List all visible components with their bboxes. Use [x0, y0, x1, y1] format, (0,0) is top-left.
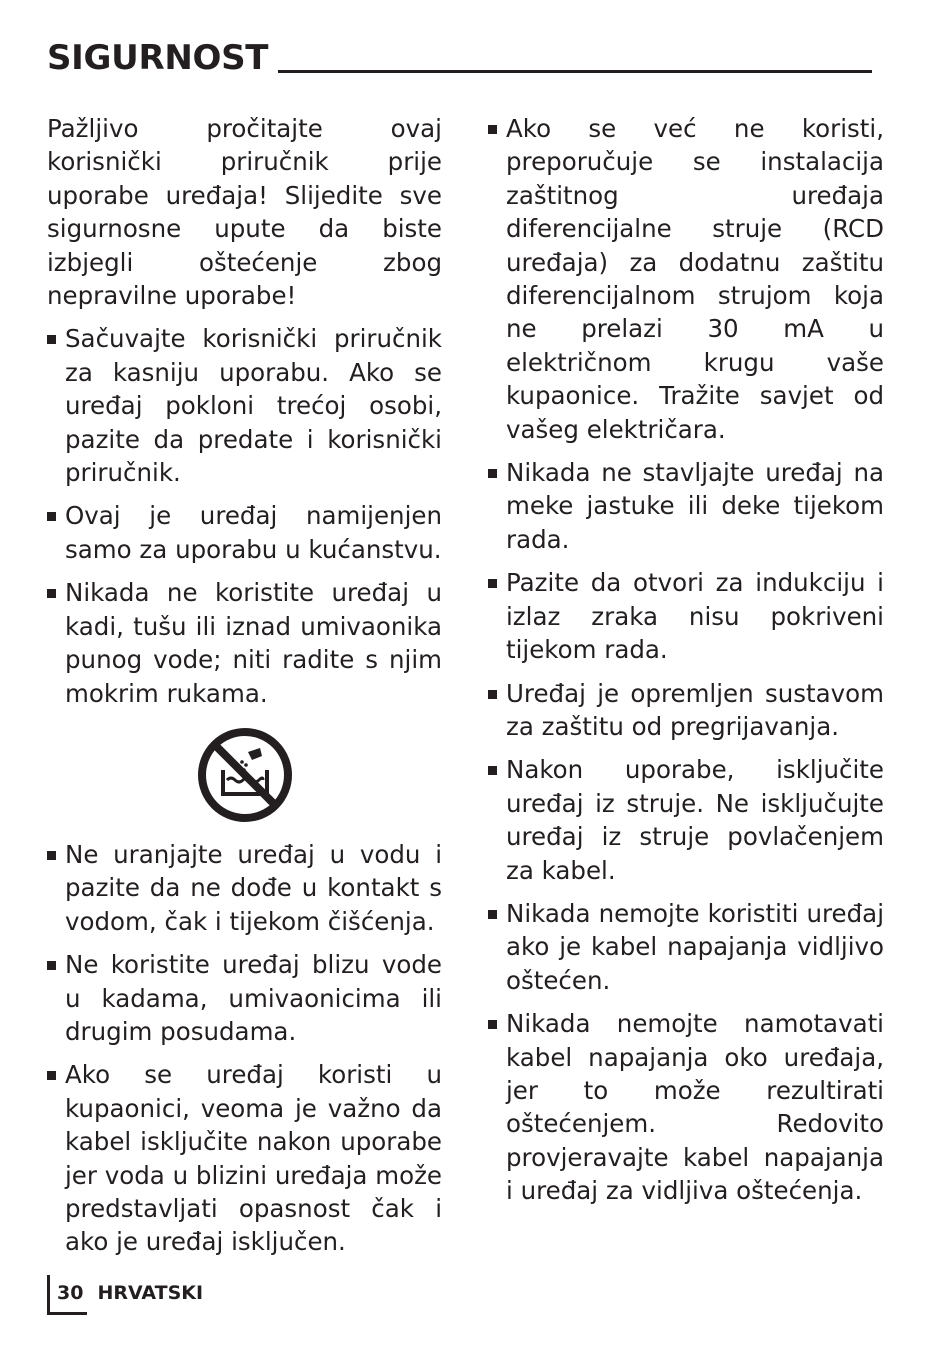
square-bullet-icon [488, 910, 497, 919]
square-bullet-icon [47, 512, 56, 521]
page-heading [47, 30, 872, 78]
list-item-text: Ne uranjajte uređaj u vodu i pazite da ne dođe u kontakt s vodom, čak i tijekom čišćenja. [65, 839, 442, 936]
list-item [47, 948, 442, 1048]
list-item-text: Pazite da otvori za indukciju i izlaz zraka nisu pokriveni tijekom rada. [506, 568, 884, 665]
list-item-text: Sačuvajte korisnički priručnik za kasniju uporabu. Ako se uređaj pokloni trećoj osobi, pazite da predate i korisnički priručnik. [65, 324, 442, 488]
intro-paragraph: Pažljivo pročitajte ovaj korisnički priručnik prije uporabe uređaja! Slijedite sve sigurnosne upute da biste izbjegli oštećenje zbog nepravilne uporabe! [47, 114, 442, 311]
list-item [47, 499, 442, 566]
list-item [488, 456, 884, 556]
square-bullet-icon [47, 851, 56, 860]
list-item [47, 576, 442, 710]
no-water-immersion-icon [196, 726, 294, 824]
list-item [488, 897, 884, 997]
square-bullet-icon [488, 579, 497, 588]
list-item [488, 677, 884, 744]
page-number: 30 [57, 1282, 84, 1304]
footer-bracket-vertical [47, 1275, 50, 1315]
list-item [47, 1058, 442, 1258]
list-item-text: Nakon uporabe, isključite uređaj iz struje. Ne isključujte uređaj iz struje povlačenjem za kabel. [506, 755, 884, 885]
warning-symbol [47, 726, 442, 824]
square-bullet-icon [488, 125, 497, 134]
list-item-text: Uređaj je opremljen sustavom za zaštitu od pregrijavanja. [506, 678, 884, 741]
left-column [47, 112, 442, 1259]
right-column [488, 112, 884, 1208]
square-bullet-icon [47, 589, 56, 598]
list-item-text: Ovaj je uređaj namijenjen samo za uporabu u kućanstvu. [65, 501, 442, 564]
list-item-text: Ako se već ne koristi, preporučuje se instalacija zaštitnog uređaja diferencijalne struje (RCD uređaja) za dodatnu zaštitu diferencijalnom strujom koja ne prelazi 30 mA u električnom krugu vaše kupaonice. Tražite savjet od vašeg električara. [506, 114, 884, 444]
square-bullet-icon [488, 1020, 497, 1029]
page-footer [47, 1275, 347, 1315]
footer-bracket-horizontal [47, 1312, 87, 1315]
square-bullet-icon [488, 766, 497, 775]
list-item-text: Nikada ne stavljajte uređaj na meke jastuke ili deke tijekom rada. [506, 458, 884, 554]
list-item [47, 322, 442, 489]
list-item [488, 566, 884, 666]
square-bullet-icon [488, 690, 497, 699]
list-item-text: Ne koristite uređaj blizu vode u kadama, umivaonicima ili drugim posudama. [65, 950, 442, 1046]
list-item-text: Ako se uređaj koristi u kupaonici, veoma je važno da kabel isključite nakon uporabe jer voda u blizini uređaja može predstavljati opasnost čak i ako je uređaj isključen. [65, 1060, 442, 1257]
square-bullet-icon [47, 961, 56, 970]
square-bullet-icon [488, 469, 497, 478]
list-item [488, 753, 884, 887]
section-title: SIGURNOST [47, 38, 269, 78]
square-bullet-icon [47, 1071, 56, 1080]
square-bullet-icon [47, 335, 56, 344]
footer-label [57, 1282, 217, 1304]
list-item [47, 838, 442, 938]
list-item-text: Nikada ne koristite uređaj u kadi, tušu ili iznad umivaonika punog vode; niti radite s njim mokrim rukama. [65, 578, 442, 708]
list-item-text: Nikada nemojte namotavati kabel napajanja oko uređaja, jer to može rezultirati oštećenjem. Redovito provjeravajte kabel napajanja i uređaj za vidljiva oštećenja. [506, 1009, 884, 1206]
list-item-text: Nikada nemojte koristiti uređaj ako je kabel napajanja vidljivo oštećen. [506, 898, 884, 995]
list-item [488, 112, 884, 446]
heading-rule [278, 70, 872, 73]
list-item [488, 1007, 884, 1207]
language-label: HRVATSKI [97, 1282, 204, 1304]
